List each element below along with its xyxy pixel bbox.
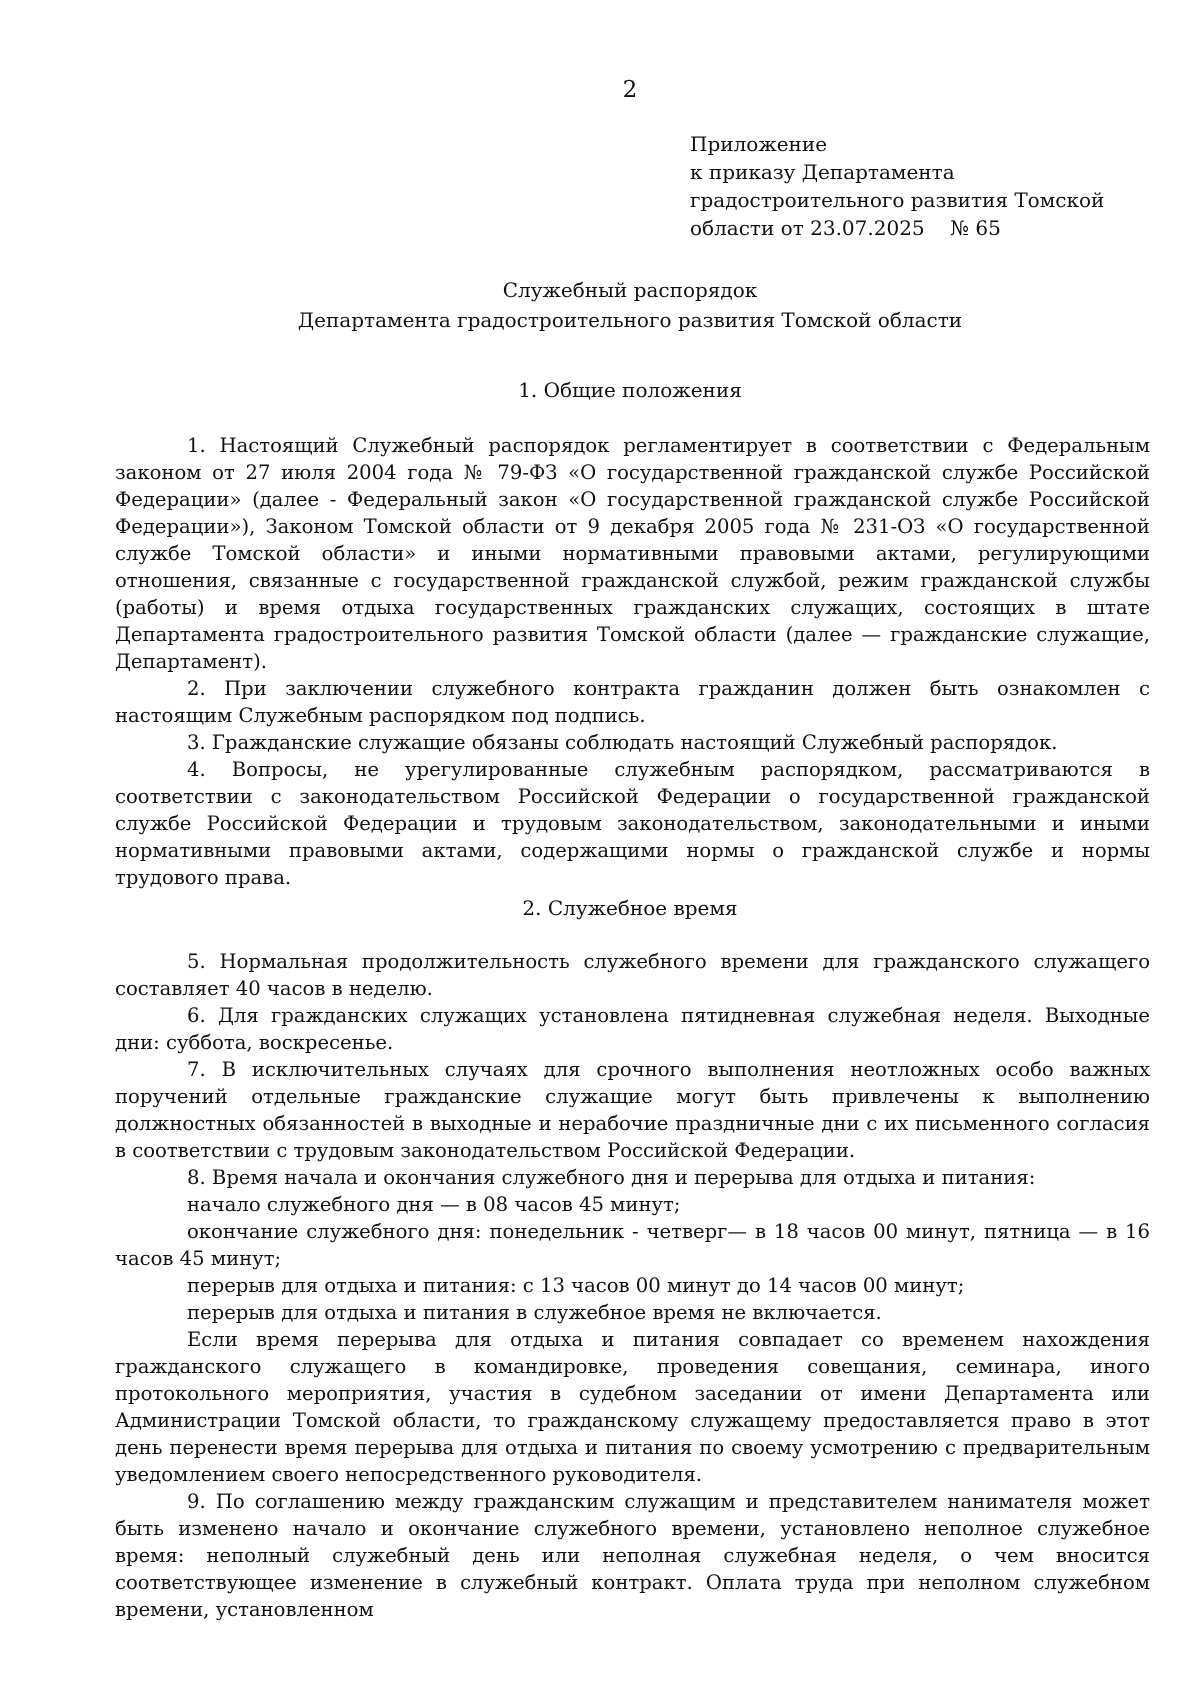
section-body: [115, 432, 1150, 891]
appendix-line: области от 23.07.2025 № 65: [690, 216, 1001, 240]
appendix-block: [690, 130, 1170, 242]
paragraph: окончание служебного дня: понедельник - четверг— в 18 часов 00 минут, пятница — в 16 часов 45 минут;: [115, 1220, 1150, 1270]
paragraph: 1. Настоящий Служебный распорядок регламентирует в соответствии с Федеральным законом от 27 июля 2004 года № 79-ФЗ «О государственной гражданской службе Российской Федерации» (далее - Федеральный закон «О государственной гражданской службе Российской Федерации»), Законом Томской области от 9 декабря 2005 года № 231-ОЗ «О государственной службе Томской области» и иными нормативными правовыми актами, регулирующими отношения, связанные с государственной гражданской службой, режим гражданской службы (работы) и время отдыха государственных гражданских служащих, состоящих в штате Департамента градостроительного развития Томской области (далее — гражданские служащие, Департамент).: [115, 434, 1150, 673]
section-heading: 1. Общие положения: [518, 378, 742, 402]
paragraph: 9. По соглашению между гражданским служащим и представителем нанимателя может быть изменено начало и окончание служебного времени, установлено неполное служебное время: неполный служебный день или неполная служебная неделя, о чем вносится соответствующее изменение в служебный контракт. Оплата труда при неполном служебном времени, установленном: [115, 1490, 1150, 1621]
section-body: [115, 948, 1150, 1623]
document-title: [0, 275, 1200, 335]
title-line: Департамента градостроительного развития Томской области: [297, 308, 963, 332]
paragraph: 8. Время начала и окончания служебного дня и перерыва для отдыха и питания:: [187, 1166, 1036, 1189]
paragraph: 4. Вопросы, не урегулированные служебным распорядком, рассматриваются в соответствии с законодательством Российской Федерации о государственной гражданской службе Российской Федерации и трудовым законодательством, законодательными и иными нормативными правовыми актами, содержащими нормы о гражданской службе и нормы трудового права.: [115, 758, 1150, 889]
paragraph: 6. Для гражданских служащих установлена пятидневная служебная неделя. Выходные дни: суббота, воскресенье.: [115, 1004, 1150, 1054]
title-line: Служебный распорядок: [502, 278, 758, 302]
paragraph: перерыв для отдыха и питания: с 13 часов 00 минут до 14 часов 00 минут;: [187, 1274, 965, 1297]
paragraph: 5. Нормальная продолжительность служебного времени для гражданского служащего составляет 40 часов в неделю.: [115, 950, 1150, 1000]
paragraph: перерыв для отдыха и питания в служебное время не включается.: [187, 1301, 882, 1324]
appendix-line: градостроительного развития Томской: [690, 188, 1105, 212]
paragraph: 3. Гражданские служащие обязаны соблюдать настоящий Служебный распорядок.: [187, 731, 1058, 754]
appendix-line: Приложение: [690, 132, 828, 156]
paragraph: Если время перерыва для отдыха и питания совпадает со временем нахождения гражданского служащего в командировке, проведения совещания, семинара, иного протокольного мероприятия, участия в судебном заседании от имени Департамента или Администрации Томской области, то гражданскому служащему предоставляется право в этот день перенести время перерыва для отдыха и питания по своему усмотрению с предварительным уведомлением своего непосредственного руководителя.: [115, 1328, 1150, 1486]
page-number: 2: [622, 77, 638, 103]
paragraph: начало служебного дня — в 08 часов 45 минут;: [187, 1193, 681, 1216]
appendix-line: к приказу Департамента: [690, 160, 955, 184]
section-heading: 2. Служебное время: [522, 896, 738, 920]
paragraph: 7. В исключительных случаях для срочного выполнения неотложных особо важных поручений отдельные гражданские служащие могут быть привлечены к выполнению должностных обязанностей в выходные и нерабочие праздничные дни с их письменного согласия в соответствии с трудовым законодательством Российской Федерации.: [115, 1058, 1150, 1162]
paragraph: 2. При заключении служебного контракта гражданин должен быть ознакомлен с настоящим Служебным распорядком под подпись.: [115, 677, 1150, 727]
